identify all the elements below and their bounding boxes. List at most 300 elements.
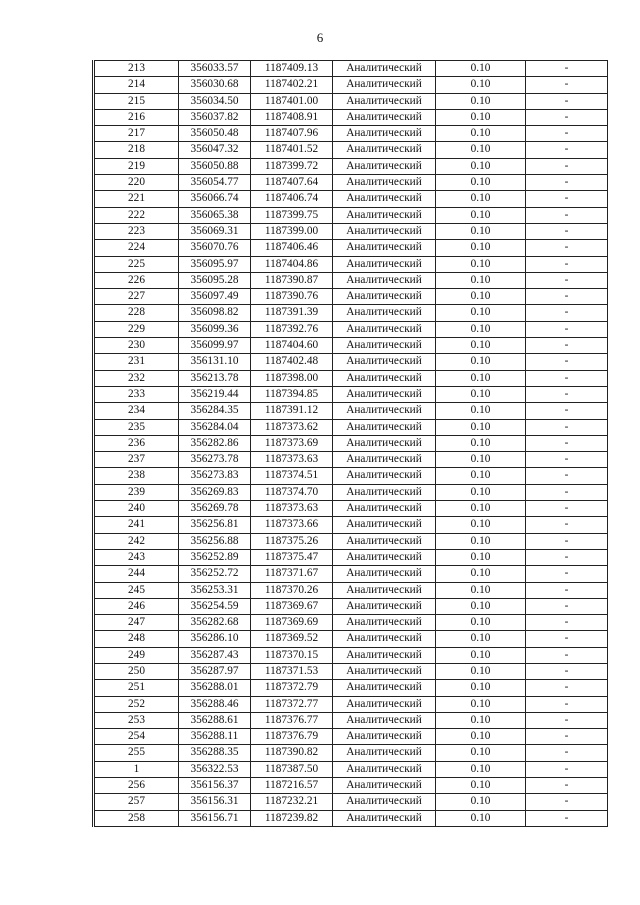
description-cell: - — [526, 761, 608, 777]
y-coordinate-cell: 1187370.15 — [251, 647, 333, 663]
point-number-cell: 226 — [94, 272, 179, 288]
y-coordinate-cell: 1187399.75 — [251, 207, 333, 223]
x-coordinate-cell: 356254.59 — [179, 598, 251, 614]
point-number-cell: 256 — [94, 778, 179, 794]
description-cell: - — [526, 403, 608, 419]
accuracy-cell: 0.10 — [436, 598, 526, 614]
point-number-cell: 235 — [94, 419, 179, 435]
description-cell: - — [526, 142, 608, 158]
description-cell: - — [526, 321, 608, 337]
x-coordinate-cell: 356065.38 — [179, 207, 251, 223]
method-cell: Аналитический — [333, 778, 436, 794]
y-coordinate-cell: 1187376.79 — [251, 729, 333, 745]
y-coordinate-cell: 1187402.48 — [251, 354, 333, 370]
x-coordinate-cell: 356097.49 — [179, 289, 251, 305]
table-row — [94, 419, 608, 435]
point-number-cell: 224 — [94, 240, 179, 256]
table-row — [94, 272, 608, 288]
accuracy-cell: 0.10 — [436, 321, 526, 337]
point-number-cell: 227 — [94, 289, 179, 305]
coordinates-table — [92, 60, 608, 827]
y-coordinate-cell: 1187372.77 — [251, 696, 333, 712]
x-coordinate-cell: 356156.37 — [179, 778, 251, 794]
x-coordinate-cell: 356284.04 — [179, 419, 251, 435]
y-coordinate-cell: 1187232.21 — [251, 794, 333, 810]
x-coordinate-cell: 356070.76 — [179, 240, 251, 256]
x-coordinate-cell: 356099.97 — [179, 338, 251, 354]
point-number-cell: 221 — [94, 191, 179, 207]
description-cell: - — [526, 289, 608, 305]
description-cell: - — [526, 484, 608, 500]
point-number-cell: 232 — [94, 370, 179, 386]
accuracy-cell: 0.10 — [436, 549, 526, 565]
x-coordinate-cell: 356288.01 — [179, 680, 251, 696]
x-coordinate-cell: 356252.72 — [179, 566, 251, 582]
accuracy-cell: 0.10 — [436, 191, 526, 207]
table-row — [94, 517, 608, 533]
method-cell: Аналитический — [333, 631, 436, 647]
method-cell: Аналитический — [333, 680, 436, 696]
description-cell: - — [526, 810, 608, 826]
method-cell: Аналитический — [333, 566, 436, 582]
accuracy-cell: 0.10 — [436, 729, 526, 745]
table-row — [94, 615, 608, 631]
description-cell: - — [526, 435, 608, 451]
table-row — [94, 354, 608, 370]
y-coordinate-cell: 1187390.87 — [251, 272, 333, 288]
method-cell: Аналитический — [333, 93, 436, 109]
method-cell: Аналитический — [333, 223, 436, 239]
method-cell: Аналитический — [333, 810, 436, 826]
x-coordinate-cell: 356213.78 — [179, 370, 251, 386]
y-coordinate-cell: 1187387.50 — [251, 761, 333, 777]
method-cell: Аналитический — [333, 549, 436, 565]
description-cell: - — [526, 517, 608, 533]
accuracy-cell: 0.10 — [436, 158, 526, 174]
accuracy-cell: 0.10 — [436, 386, 526, 402]
method-cell: Аналитический — [333, 794, 436, 810]
accuracy-cell: 0.10 — [436, 61, 526, 77]
method-cell: Аналитический — [333, 305, 436, 321]
accuracy-cell: 0.10 — [436, 305, 526, 321]
x-coordinate-cell: 356273.83 — [179, 468, 251, 484]
x-coordinate-cell: 356054.77 — [179, 175, 251, 191]
y-coordinate-cell: 1187371.67 — [251, 566, 333, 582]
method-cell: Аналитический — [333, 289, 436, 305]
y-coordinate-cell: 1187373.69 — [251, 435, 333, 451]
accuracy-cell: 0.10 — [436, 794, 526, 810]
description-cell: - — [526, 696, 608, 712]
x-coordinate-cell: 356269.83 — [179, 484, 251, 500]
table-row — [94, 598, 608, 614]
accuracy-cell: 0.10 — [436, 370, 526, 386]
point-number-cell: 230 — [94, 338, 179, 354]
point-number-cell: 244 — [94, 566, 179, 582]
point-number-cell: 257 — [94, 794, 179, 810]
description-cell: - — [526, 501, 608, 517]
x-coordinate-cell: 356288.35 — [179, 745, 251, 761]
description-cell: - — [526, 712, 608, 728]
description-cell: - — [526, 386, 608, 402]
accuracy-cell: 0.10 — [436, 419, 526, 435]
table-row — [94, 680, 608, 696]
accuracy-cell: 0.10 — [436, 77, 526, 93]
point-number-cell: 216 — [94, 109, 179, 125]
description-cell: - — [526, 223, 608, 239]
y-coordinate-cell: 1187390.76 — [251, 289, 333, 305]
y-coordinate-cell: 1187406.74 — [251, 191, 333, 207]
method-cell: Аналитический — [333, 419, 436, 435]
x-coordinate-cell: 356066.74 — [179, 191, 251, 207]
table-row — [94, 126, 608, 142]
description-cell: - — [526, 452, 608, 468]
table-row — [94, 712, 608, 728]
x-coordinate-cell: 356095.97 — [179, 256, 251, 272]
x-coordinate-cell: 356156.71 — [179, 810, 251, 826]
table-row — [94, 386, 608, 402]
accuracy-cell: 0.10 — [436, 810, 526, 826]
point-number-cell: 237 — [94, 452, 179, 468]
accuracy-cell: 0.10 — [436, 582, 526, 598]
x-coordinate-cell: 356284.35 — [179, 403, 251, 419]
x-coordinate-cell: 356273.78 — [179, 452, 251, 468]
y-coordinate-cell: 1187401.52 — [251, 142, 333, 158]
accuracy-cell: 0.10 — [436, 109, 526, 125]
y-coordinate-cell: 1187371.53 — [251, 663, 333, 679]
point-number-cell: 255 — [94, 745, 179, 761]
point-number-cell: 249 — [94, 647, 179, 663]
accuracy-cell: 0.10 — [436, 289, 526, 305]
method-cell: Аналитический — [333, 403, 436, 419]
point-number-cell: 236 — [94, 435, 179, 451]
method-cell: Аналитический — [333, 354, 436, 370]
y-coordinate-cell: 1187406.46 — [251, 240, 333, 256]
y-coordinate-cell: 1187398.00 — [251, 370, 333, 386]
table-row — [94, 305, 608, 321]
point-number-cell: 247 — [94, 615, 179, 631]
method-cell: Аналитический — [333, 761, 436, 777]
description-cell: - — [526, 207, 608, 223]
table-row — [94, 338, 608, 354]
table-row — [94, 794, 608, 810]
y-coordinate-cell: 1187391.12 — [251, 403, 333, 419]
method-cell: Аналитический — [333, 696, 436, 712]
y-coordinate-cell: 1187373.62 — [251, 419, 333, 435]
method-cell: Аналитический — [333, 745, 436, 761]
table-row — [94, 207, 608, 223]
accuracy-cell: 0.10 — [436, 533, 526, 549]
description-cell: - — [526, 240, 608, 256]
y-coordinate-cell: 1187216.57 — [251, 778, 333, 794]
method-cell: Аналитический — [333, 61, 436, 77]
description-cell: - — [526, 663, 608, 679]
description-cell: - — [526, 729, 608, 745]
coordinates-table-container — [92, 60, 606, 827]
accuracy-cell: 0.10 — [436, 647, 526, 663]
point-number-cell: 223 — [94, 223, 179, 239]
accuracy-cell: 0.10 — [436, 338, 526, 354]
accuracy-cell: 0.10 — [436, 778, 526, 794]
table-row — [94, 582, 608, 598]
description-cell: - — [526, 370, 608, 386]
y-coordinate-cell: 1187369.67 — [251, 598, 333, 614]
method-cell: Аналитический — [333, 533, 436, 549]
table-row — [94, 484, 608, 500]
y-coordinate-cell: 1187369.69 — [251, 615, 333, 631]
method-cell: Аналитический — [333, 370, 436, 386]
y-coordinate-cell: 1187390.82 — [251, 745, 333, 761]
y-coordinate-cell: 1187374.51 — [251, 468, 333, 484]
y-coordinate-cell: 1187404.60 — [251, 338, 333, 354]
y-coordinate-cell: 1187409.13 — [251, 61, 333, 77]
x-coordinate-cell: 356287.43 — [179, 647, 251, 663]
method-cell: Аналитический — [333, 663, 436, 679]
description-cell: - — [526, 256, 608, 272]
description-cell: - — [526, 778, 608, 794]
table-row — [94, 256, 608, 272]
description-cell: - — [526, 77, 608, 93]
table-row — [94, 663, 608, 679]
method-cell: Аналитический — [333, 338, 436, 354]
y-coordinate-cell: 1187399.72 — [251, 158, 333, 174]
point-number-cell: 250 — [94, 663, 179, 679]
x-coordinate-cell: 356288.11 — [179, 729, 251, 745]
description-cell: - — [526, 582, 608, 598]
description-cell: - — [526, 615, 608, 631]
table-row — [94, 435, 608, 451]
table-row — [94, 549, 608, 565]
x-coordinate-cell: 356098.82 — [179, 305, 251, 321]
y-coordinate-cell: 1187404.86 — [251, 256, 333, 272]
point-number-cell: 218 — [94, 142, 179, 158]
point-number-cell: 242 — [94, 533, 179, 549]
description-cell: - — [526, 305, 608, 321]
method-cell: Аналитический — [333, 321, 436, 337]
x-coordinate-cell: 356256.88 — [179, 533, 251, 549]
point-number-cell: 1 — [94, 761, 179, 777]
table-row — [94, 77, 608, 93]
description-cell: - — [526, 647, 608, 663]
point-number-cell: 215 — [94, 93, 179, 109]
table-row — [94, 631, 608, 647]
table-row — [94, 452, 608, 468]
accuracy-cell: 0.10 — [436, 435, 526, 451]
table-row — [94, 109, 608, 125]
table-row — [94, 191, 608, 207]
method-cell: Аналитический — [333, 647, 436, 663]
description-cell: - — [526, 93, 608, 109]
description-cell: - — [526, 680, 608, 696]
description-cell: - — [526, 745, 608, 761]
method-cell: Аналитический — [333, 175, 436, 191]
accuracy-cell: 0.10 — [436, 761, 526, 777]
point-number-cell: 251 — [94, 680, 179, 696]
table-row — [94, 370, 608, 386]
point-number-cell: 217 — [94, 126, 179, 142]
x-coordinate-cell: 356095.28 — [179, 272, 251, 288]
accuracy-cell: 0.10 — [436, 468, 526, 484]
x-coordinate-cell: 356033.57 — [179, 61, 251, 77]
method-cell: Аналитический — [333, 126, 436, 142]
description-cell: - — [526, 191, 608, 207]
accuracy-cell: 0.10 — [436, 566, 526, 582]
table-row — [94, 729, 608, 745]
y-coordinate-cell: 1187373.63 — [251, 501, 333, 517]
description-cell: - — [526, 468, 608, 484]
point-number-cell: 258 — [94, 810, 179, 826]
table-row — [94, 223, 608, 239]
point-number-cell: 234 — [94, 403, 179, 419]
x-coordinate-cell: 356256.81 — [179, 517, 251, 533]
point-number-cell: 253 — [94, 712, 179, 728]
accuracy-cell: 0.10 — [436, 712, 526, 728]
accuracy-cell: 0.10 — [436, 93, 526, 109]
table-row — [94, 745, 608, 761]
y-coordinate-cell: 1187391.39 — [251, 305, 333, 321]
x-coordinate-cell: 356034.50 — [179, 93, 251, 109]
description-cell: - — [526, 272, 608, 288]
description-cell: - — [526, 549, 608, 565]
method-cell: Аналитический — [333, 191, 436, 207]
table-row — [94, 240, 608, 256]
accuracy-cell: 0.10 — [436, 126, 526, 142]
point-number-cell: 241 — [94, 517, 179, 533]
method-cell: Аналитический — [333, 484, 436, 500]
point-number-cell: 214 — [94, 77, 179, 93]
accuracy-cell: 0.10 — [436, 272, 526, 288]
x-coordinate-cell: 356047.32 — [179, 142, 251, 158]
point-number-cell: 239 — [94, 484, 179, 500]
table-row — [94, 93, 608, 109]
description-cell: - — [526, 126, 608, 142]
method-cell: Аналитический — [333, 582, 436, 598]
y-coordinate-cell: 1187375.47 — [251, 549, 333, 565]
y-coordinate-cell: 1187399.00 — [251, 223, 333, 239]
description-cell: - — [526, 566, 608, 582]
x-coordinate-cell: 356269.78 — [179, 501, 251, 517]
accuracy-cell: 0.10 — [436, 501, 526, 517]
y-coordinate-cell: 1187372.79 — [251, 680, 333, 696]
y-coordinate-cell: 1187402.21 — [251, 77, 333, 93]
table-row — [94, 647, 608, 663]
accuracy-cell: 0.10 — [436, 207, 526, 223]
method-cell: Аналитический — [333, 386, 436, 402]
y-coordinate-cell: 1187239.82 — [251, 810, 333, 826]
accuracy-cell: 0.10 — [436, 615, 526, 631]
method-cell: Аналитический — [333, 615, 436, 631]
point-number-cell: 248 — [94, 631, 179, 647]
description-cell: - — [526, 109, 608, 125]
y-coordinate-cell: 1187392.76 — [251, 321, 333, 337]
point-number-cell: 228 — [94, 305, 179, 321]
method-cell: Аналитический — [333, 598, 436, 614]
method-cell: Аналитический — [333, 272, 436, 288]
point-number-cell: 252 — [94, 696, 179, 712]
point-number-cell: 246 — [94, 598, 179, 614]
description-cell: - — [526, 794, 608, 810]
table-row — [94, 566, 608, 582]
point-number-cell: 245 — [94, 582, 179, 598]
y-coordinate-cell: 1187373.63 — [251, 452, 333, 468]
table-row — [94, 175, 608, 191]
point-number-cell: 231 — [94, 354, 179, 370]
point-number-cell: 243 — [94, 549, 179, 565]
x-coordinate-cell: 356322.53 — [179, 761, 251, 777]
x-coordinate-cell: 356099.36 — [179, 321, 251, 337]
table-row — [94, 61, 608, 77]
x-coordinate-cell: 356050.88 — [179, 158, 251, 174]
table-row — [94, 403, 608, 419]
accuracy-cell: 0.10 — [436, 175, 526, 191]
method-cell: Аналитический — [333, 435, 436, 451]
description-cell: - — [526, 61, 608, 77]
point-number-cell: 222 — [94, 207, 179, 223]
accuracy-cell: 0.10 — [436, 240, 526, 256]
description-cell: - — [526, 598, 608, 614]
accuracy-cell: 0.10 — [436, 223, 526, 239]
description-cell: - — [526, 338, 608, 354]
method-cell: Аналитический — [333, 712, 436, 728]
x-coordinate-cell: 356286.10 — [179, 631, 251, 647]
accuracy-cell: 0.10 — [436, 354, 526, 370]
table-row — [94, 158, 608, 174]
page-number: 6 — [316, 30, 324, 45]
table-row — [94, 696, 608, 712]
description-cell: - — [526, 175, 608, 191]
point-number-cell: 238 — [94, 468, 179, 484]
y-coordinate-cell: 1187369.52 — [251, 631, 333, 647]
y-coordinate-cell: 1187373.66 — [251, 517, 333, 533]
table-row — [94, 810, 608, 826]
accuracy-cell: 0.10 — [436, 256, 526, 272]
accuracy-cell: 0.10 — [436, 517, 526, 533]
x-coordinate-cell: 356282.68 — [179, 615, 251, 631]
accuracy-cell: 0.10 — [436, 142, 526, 158]
point-number-cell: 220 — [94, 175, 179, 191]
table-row — [94, 468, 608, 484]
table-row — [94, 501, 608, 517]
method-cell: Аналитический — [333, 729, 436, 745]
x-coordinate-cell: 356282.86 — [179, 435, 251, 451]
point-number-cell: 225 — [94, 256, 179, 272]
x-coordinate-cell: 356288.61 — [179, 712, 251, 728]
accuracy-cell: 0.10 — [436, 745, 526, 761]
method-cell: Аналитический — [333, 501, 436, 517]
method-cell: Аналитический — [333, 207, 436, 223]
x-coordinate-cell: 356288.46 — [179, 696, 251, 712]
point-number-cell: 229 — [94, 321, 179, 337]
method-cell: Аналитический — [333, 142, 436, 158]
description-cell: - — [526, 158, 608, 174]
method-cell: Аналитический — [333, 77, 436, 93]
method-cell: Аналитический — [333, 256, 436, 272]
y-coordinate-cell: 1187370.26 — [251, 582, 333, 598]
table-row — [94, 142, 608, 158]
y-coordinate-cell: 1187401.00 — [251, 93, 333, 109]
x-coordinate-cell: 356069.31 — [179, 223, 251, 239]
x-coordinate-cell: 356219.44 — [179, 386, 251, 402]
point-number-cell: 213 — [94, 61, 179, 77]
description-cell: - — [526, 354, 608, 370]
y-coordinate-cell: 1187407.64 — [251, 175, 333, 191]
x-coordinate-cell: 356253.31 — [179, 582, 251, 598]
x-coordinate-cell: 356037.82 — [179, 109, 251, 125]
y-coordinate-cell: 1187374.70 — [251, 484, 333, 500]
y-coordinate-cell: 1187394.85 — [251, 386, 333, 402]
method-cell: Аналитический — [333, 109, 436, 125]
description-cell: - — [526, 419, 608, 435]
table-row — [94, 533, 608, 549]
